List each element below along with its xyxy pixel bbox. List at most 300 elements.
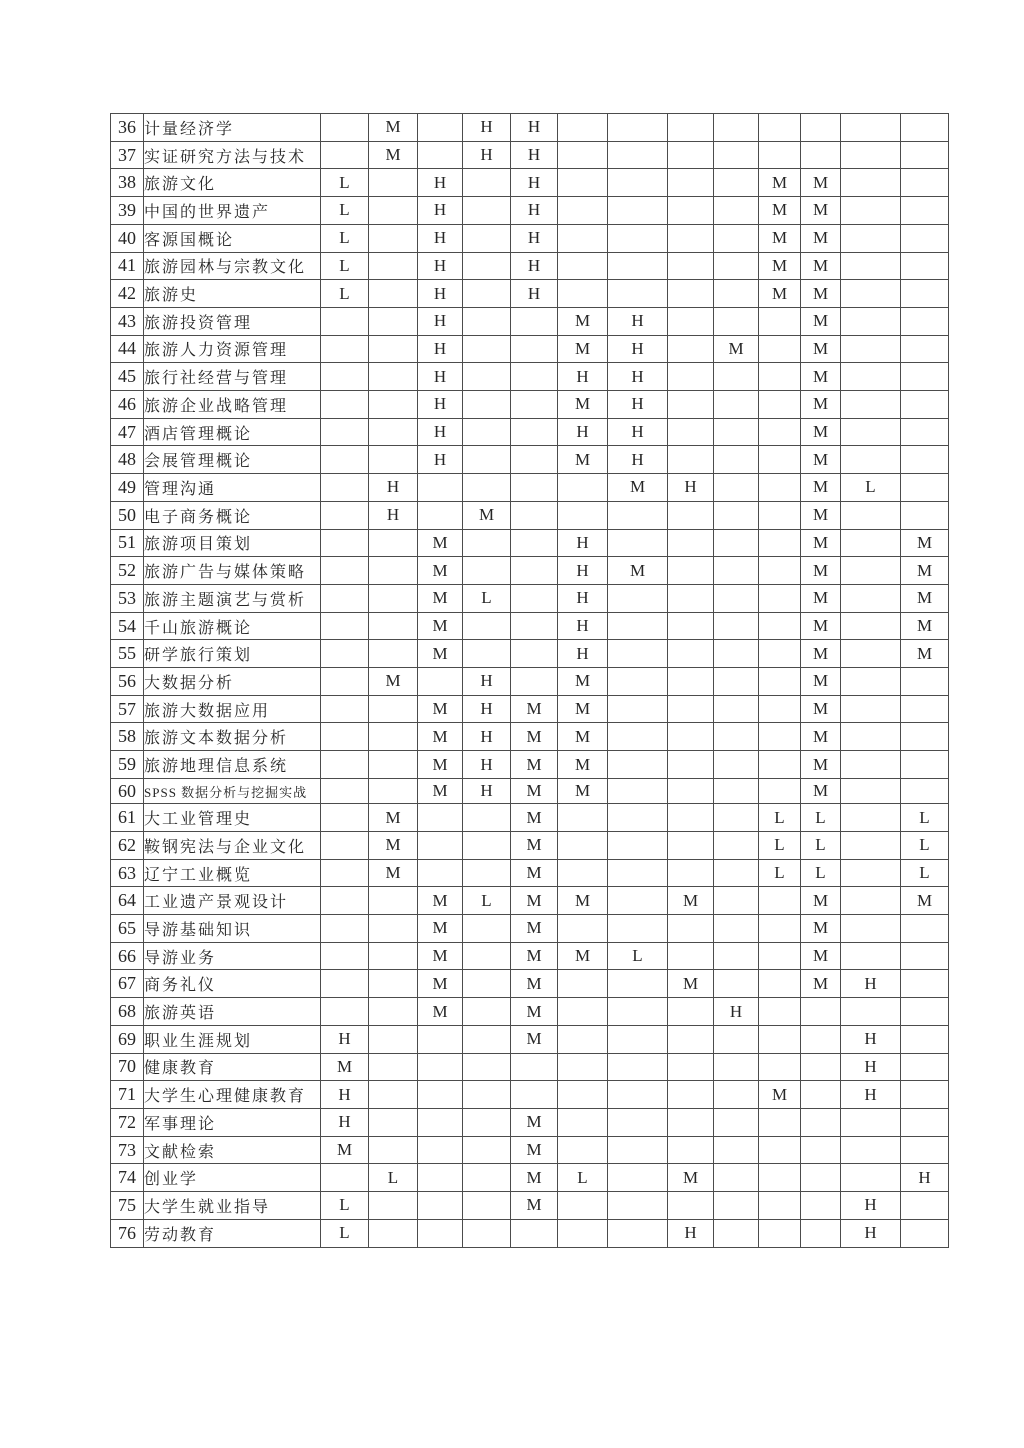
rating-cell: M xyxy=(801,942,841,970)
rating-cell xyxy=(321,474,369,502)
table-row xyxy=(111,942,949,970)
rating-cell xyxy=(901,778,949,803)
rating-cell xyxy=(668,942,714,970)
rating-cell xyxy=(511,418,558,446)
table-row xyxy=(111,723,949,751)
rating-cell xyxy=(841,1109,901,1137)
rating-cell xyxy=(901,1081,949,1109)
rating-cell: H xyxy=(463,114,511,142)
course-name-cell: 计量经济学 xyxy=(144,114,321,142)
rating-cell: M xyxy=(369,804,418,832)
rating-cell: M xyxy=(369,114,418,142)
rating-cell xyxy=(463,557,511,585)
rating-cell xyxy=(668,695,714,723)
rating-cell xyxy=(511,391,558,419)
rating-cell xyxy=(558,224,608,252)
row-number-cell: 70 xyxy=(111,1053,144,1081)
rating-cell: L xyxy=(321,280,369,308)
course-name-cell: 大学生心理健康教育 xyxy=(144,1081,321,1109)
rating-cell xyxy=(841,557,901,585)
rating-cell: M xyxy=(759,280,801,308)
rating-cell xyxy=(511,1053,558,1081)
rating-cell xyxy=(369,915,418,943)
rating-cell xyxy=(841,998,901,1026)
rating-cell xyxy=(759,887,801,915)
rating-cell xyxy=(558,998,608,1026)
rating-cell: M xyxy=(668,1164,714,1192)
rating-cell xyxy=(801,998,841,1026)
rating-cell xyxy=(369,998,418,1026)
rating-cell xyxy=(608,1164,668,1192)
course-name-cell: 千山旅游概论 xyxy=(144,612,321,640)
rating-cell xyxy=(608,723,668,751)
rating-cell xyxy=(558,1219,608,1247)
course-name-cell: 研学旅行策划 xyxy=(144,640,321,668)
rating-cell xyxy=(418,1219,463,1247)
rating-cell xyxy=(841,887,901,915)
rating-cell xyxy=(369,942,418,970)
rating-cell xyxy=(558,859,608,887)
rating-cell xyxy=(901,446,949,474)
course-name-cell: 管理沟通 xyxy=(144,474,321,502)
rating-cell: H xyxy=(463,778,511,803)
rating-cell xyxy=(714,915,759,943)
rating-cell xyxy=(668,640,714,668)
table-row xyxy=(111,363,949,391)
course-name-cell: 大数据分析 xyxy=(144,668,321,696)
table-row xyxy=(111,584,949,612)
course-name-cell: 酒店管理概论 xyxy=(144,418,321,446)
rating-cell xyxy=(901,668,949,696)
rating-cell: M xyxy=(801,778,841,803)
rating-cell xyxy=(511,363,558,391)
rating-cell: H xyxy=(418,197,463,225)
rating-cell xyxy=(608,1192,668,1220)
rating-cell: M xyxy=(759,169,801,197)
rating-cell: H xyxy=(418,307,463,335)
table-row xyxy=(111,970,949,998)
course-name-cell: SPSS 数据分析与挖掘实战 xyxy=(144,778,321,803)
rating-cell xyxy=(321,418,369,446)
rating-cell xyxy=(801,1136,841,1164)
rating-cell: H xyxy=(511,197,558,225)
course-rating-matrix-table xyxy=(110,113,949,1248)
rating-cell: M xyxy=(511,1164,558,1192)
rating-cell xyxy=(714,1053,759,1081)
rating-cell xyxy=(369,1219,418,1247)
rating-cell: L xyxy=(801,804,841,832)
rating-cell: M xyxy=(801,557,841,585)
rating-cell xyxy=(369,1025,418,1053)
rating-cell xyxy=(714,363,759,391)
rating-cell xyxy=(463,1025,511,1053)
rating-cell xyxy=(841,859,901,887)
rating-cell: H xyxy=(511,169,558,197)
rating-cell xyxy=(369,723,418,751)
rating-cell xyxy=(901,751,949,779)
rating-cell xyxy=(759,474,801,502)
table-row xyxy=(111,335,949,363)
rating-cell xyxy=(759,723,801,751)
rating-cell: H xyxy=(321,1081,369,1109)
rating-cell xyxy=(558,252,608,280)
rating-cell: H xyxy=(511,114,558,142)
rating-cell: M xyxy=(759,1081,801,1109)
rating-cell: M xyxy=(369,668,418,696)
course-name-cell: 鞍钢宪法与企业文化 xyxy=(144,831,321,859)
rating-cell xyxy=(369,612,418,640)
rating-cell xyxy=(668,723,714,751)
rating-cell xyxy=(901,363,949,391)
row-number-cell: 69 xyxy=(111,1025,144,1053)
rating-cell xyxy=(668,1192,714,1220)
row-number-cell: 76 xyxy=(111,1219,144,1247)
rating-cell xyxy=(608,998,668,1026)
rating-cell: H xyxy=(463,695,511,723)
rating-cell xyxy=(714,887,759,915)
rating-cell xyxy=(321,778,369,803)
rating-cell xyxy=(463,1219,511,1247)
rating-cell: M xyxy=(463,501,511,529)
table-row xyxy=(111,859,949,887)
table-row xyxy=(111,804,949,832)
rating-cell: M xyxy=(801,640,841,668)
course-name-cell: 旅游园林与宗教文化 xyxy=(144,252,321,280)
course-name-cell: 旅游大数据应用 xyxy=(144,695,321,723)
rating-cell: H xyxy=(841,970,901,998)
rating-cell xyxy=(759,1136,801,1164)
rating-cell xyxy=(759,915,801,943)
rating-cell xyxy=(608,1109,668,1137)
rating-cell xyxy=(841,307,901,335)
rating-cell xyxy=(759,307,801,335)
rating-cell xyxy=(668,252,714,280)
rating-cell: H xyxy=(463,141,511,169)
rating-cell: M xyxy=(801,169,841,197)
rating-cell xyxy=(759,141,801,169)
rating-cell xyxy=(841,252,901,280)
row-number-cell: 61 xyxy=(111,804,144,832)
rating-cell: M xyxy=(558,751,608,779)
rating-cell xyxy=(463,1081,511,1109)
rating-cell xyxy=(463,1053,511,1081)
rating-cell xyxy=(759,391,801,419)
rating-cell xyxy=(463,915,511,943)
table-body xyxy=(111,114,949,1248)
table-row xyxy=(111,446,949,474)
rating-cell xyxy=(511,557,558,585)
table-row xyxy=(111,114,949,142)
rating-cell: M xyxy=(801,915,841,943)
rating-cell: H xyxy=(558,584,608,612)
rating-cell xyxy=(558,1109,608,1137)
rating-cell: M xyxy=(511,942,558,970)
rating-cell xyxy=(801,1192,841,1220)
rating-cell xyxy=(558,474,608,502)
rating-cell xyxy=(759,363,801,391)
rating-cell xyxy=(714,970,759,998)
rating-cell xyxy=(369,363,418,391)
rating-cell xyxy=(321,695,369,723)
rating-cell: H xyxy=(608,418,668,446)
rating-cell xyxy=(841,501,901,529)
rating-cell xyxy=(608,970,668,998)
rating-cell xyxy=(511,335,558,363)
rating-cell xyxy=(714,418,759,446)
table-row xyxy=(111,169,949,197)
rating-cell xyxy=(608,804,668,832)
rating-cell xyxy=(841,114,901,142)
rating-cell xyxy=(511,307,558,335)
rating-cell xyxy=(759,751,801,779)
rating-cell xyxy=(608,1025,668,1053)
table-row xyxy=(111,915,949,943)
rating-cell xyxy=(714,778,759,803)
rating-cell xyxy=(463,831,511,859)
rating-cell: H xyxy=(511,280,558,308)
rating-cell xyxy=(668,418,714,446)
rating-cell xyxy=(369,887,418,915)
rating-cell: M xyxy=(801,418,841,446)
rating-cell xyxy=(369,335,418,363)
rating-cell xyxy=(463,970,511,998)
rating-cell: H xyxy=(841,1192,901,1220)
rating-cell: M xyxy=(511,970,558,998)
rating-cell xyxy=(801,1219,841,1247)
rating-cell: M xyxy=(801,224,841,252)
rating-cell: M xyxy=(801,252,841,280)
rating-cell xyxy=(369,778,418,803)
rating-cell xyxy=(901,224,949,252)
rating-cell: H xyxy=(418,169,463,197)
rating-cell xyxy=(841,197,901,225)
course-name-cell: 会展管理概论 xyxy=(144,446,321,474)
row-number-cell: 40 xyxy=(111,224,144,252)
rating-cell xyxy=(668,335,714,363)
rating-cell: M xyxy=(418,584,463,612)
rating-cell xyxy=(759,446,801,474)
rating-cell: M xyxy=(511,1136,558,1164)
rating-cell xyxy=(714,501,759,529)
rating-cell xyxy=(608,280,668,308)
rating-cell xyxy=(511,1081,558,1109)
rating-cell xyxy=(901,391,949,419)
rating-cell: H xyxy=(558,557,608,585)
course-name-cell: 旅游主题演艺与赏析 xyxy=(144,584,321,612)
rating-cell xyxy=(369,252,418,280)
rating-cell xyxy=(841,224,901,252)
rating-cell: H xyxy=(558,529,608,557)
rating-cell: M xyxy=(901,887,949,915)
rating-cell xyxy=(369,557,418,585)
rating-cell: M xyxy=(511,695,558,723)
rating-cell xyxy=(463,1136,511,1164)
rating-cell xyxy=(759,1219,801,1247)
rating-cell xyxy=(369,1053,418,1081)
row-number-cell: 57 xyxy=(111,695,144,723)
rating-cell: M xyxy=(511,1025,558,1053)
rating-cell xyxy=(759,640,801,668)
rating-cell xyxy=(321,1164,369,1192)
rating-cell: L xyxy=(463,584,511,612)
rating-cell: M xyxy=(511,998,558,1026)
rating-cell xyxy=(714,640,759,668)
rating-cell: M xyxy=(418,529,463,557)
course-name-cell: 旅游投资管理 xyxy=(144,307,321,335)
rating-cell xyxy=(321,307,369,335)
rating-cell: M xyxy=(558,335,608,363)
rating-cell xyxy=(668,446,714,474)
rating-cell xyxy=(841,529,901,557)
rating-cell: M xyxy=(511,859,558,887)
rating-cell xyxy=(608,224,668,252)
table-row xyxy=(111,474,949,502)
rating-cell xyxy=(418,114,463,142)
rating-cell xyxy=(608,887,668,915)
rating-cell xyxy=(608,612,668,640)
course-name-cell: 旅游广告与媒体策略 xyxy=(144,557,321,585)
rating-cell: H xyxy=(841,1053,901,1081)
rating-cell xyxy=(418,1164,463,1192)
rating-cell xyxy=(369,197,418,225)
rating-cell xyxy=(369,751,418,779)
rating-cell xyxy=(369,1081,418,1109)
table-row xyxy=(111,252,949,280)
row-number-cell: 54 xyxy=(111,612,144,640)
rating-cell: M xyxy=(418,887,463,915)
rating-cell xyxy=(841,446,901,474)
rating-cell: M xyxy=(801,529,841,557)
rating-cell xyxy=(668,1109,714,1137)
rating-cell xyxy=(668,584,714,612)
rating-cell: H xyxy=(608,391,668,419)
rating-cell xyxy=(668,363,714,391)
rating-cell xyxy=(511,474,558,502)
rating-cell xyxy=(321,723,369,751)
rating-cell xyxy=(901,141,949,169)
table-row xyxy=(111,1192,949,1220)
rating-cell xyxy=(668,1136,714,1164)
rating-cell xyxy=(714,1081,759,1109)
rating-cell xyxy=(668,141,714,169)
rating-cell xyxy=(608,778,668,803)
rating-cell xyxy=(801,1053,841,1081)
rating-cell xyxy=(558,501,608,529)
rating-cell xyxy=(608,501,668,529)
rating-cell xyxy=(369,640,418,668)
rating-cell: H xyxy=(841,1081,901,1109)
rating-cell xyxy=(463,335,511,363)
rating-cell xyxy=(714,474,759,502)
row-number-cell: 60 xyxy=(111,778,144,803)
rating-cell: L xyxy=(321,1192,369,1220)
rating-cell xyxy=(901,169,949,197)
rating-cell xyxy=(759,501,801,529)
rating-cell xyxy=(418,474,463,502)
row-number-cell: 65 xyxy=(111,915,144,943)
rating-cell: M xyxy=(418,695,463,723)
rating-cell: M xyxy=(558,778,608,803)
row-number-cell: 62 xyxy=(111,831,144,859)
row-number-cell: 37 xyxy=(111,141,144,169)
rating-cell xyxy=(608,915,668,943)
table-row xyxy=(111,1109,949,1137)
rating-cell xyxy=(714,831,759,859)
table-row xyxy=(111,1053,949,1081)
rating-cell xyxy=(759,998,801,1026)
rating-cell xyxy=(841,612,901,640)
rating-cell xyxy=(463,446,511,474)
rating-cell: M xyxy=(558,723,608,751)
rating-cell xyxy=(841,778,901,803)
rating-cell: M xyxy=(801,391,841,419)
course-name-cell: 健康教育 xyxy=(144,1053,321,1081)
rating-cell xyxy=(511,446,558,474)
rating-cell xyxy=(418,501,463,529)
rating-cell: L xyxy=(463,887,511,915)
rating-cell: M xyxy=(511,831,558,859)
rating-cell: M xyxy=(801,474,841,502)
row-number-cell: 66 xyxy=(111,942,144,970)
table-row xyxy=(111,197,949,225)
rating-cell xyxy=(841,584,901,612)
rating-cell xyxy=(321,391,369,419)
rating-cell: L xyxy=(369,1164,418,1192)
rating-cell: M xyxy=(801,446,841,474)
row-number-cell: 50 xyxy=(111,501,144,529)
rating-cell: H xyxy=(714,998,759,1026)
rating-cell xyxy=(759,584,801,612)
rating-cell xyxy=(901,252,949,280)
rating-cell xyxy=(841,391,901,419)
rating-cell xyxy=(558,804,608,832)
table-row xyxy=(111,887,949,915)
rating-cell: M xyxy=(801,280,841,308)
rating-cell: H xyxy=(608,363,668,391)
rating-cell xyxy=(841,640,901,668)
rating-cell: M xyxy=(801,197,841,225)
rating-cell: H xyxy=(511,141,558,169)
table-row xyxy=(111,307,949,335)
rating-cell: H xyxy=(558,418,608,446)
table-row xyxy=(111,778,949,803)
rating-cell xyxy=(321,640,369,668)
rating-cell xyxy=(369,584,418,612)
table-row xyxy=(111,695,949,723)
rating-cell xyxy=(714,446,759,474)
rating-cell xyxy=(321,668,369,696)
rating-cell xyxy=(321,831,369,859)
rating-cell xyxy=(841,418,901,446)
rating-cell: M xyxy=(418,751,463,779)
table-row xyxy=(111,529,949,557)
rating-cell xyxy=(558,1192,608,1220)
row-number-cell: 74 xyxy=(111,1164,144,1192)
rating-cell xyxy=(558,280,608,308)
rating-cell xyxy=(801,1109,841,1137)
rating-cell xyxy=(841,915,901,943)
rating-cell: M xyxy=(418,557,463,585)
rating-cell xyxy=(463,804,511,832)
rating-cell xyxy=(801,1164,841,1192)
rating-cell xyxy=(759,1025,801,1053)
rating-cell xyxy=(321,584,369,612)
rating-cell xyxy=(463,280,511,308)
rating-cell xyxy=(463,1164,511,1192)
rating-cell: M xyxy=(558,446,608,474)
rating-cell: H xyxy=(463,723,511,751)
rating-cell xyxy=(608,1219,668,1247)
